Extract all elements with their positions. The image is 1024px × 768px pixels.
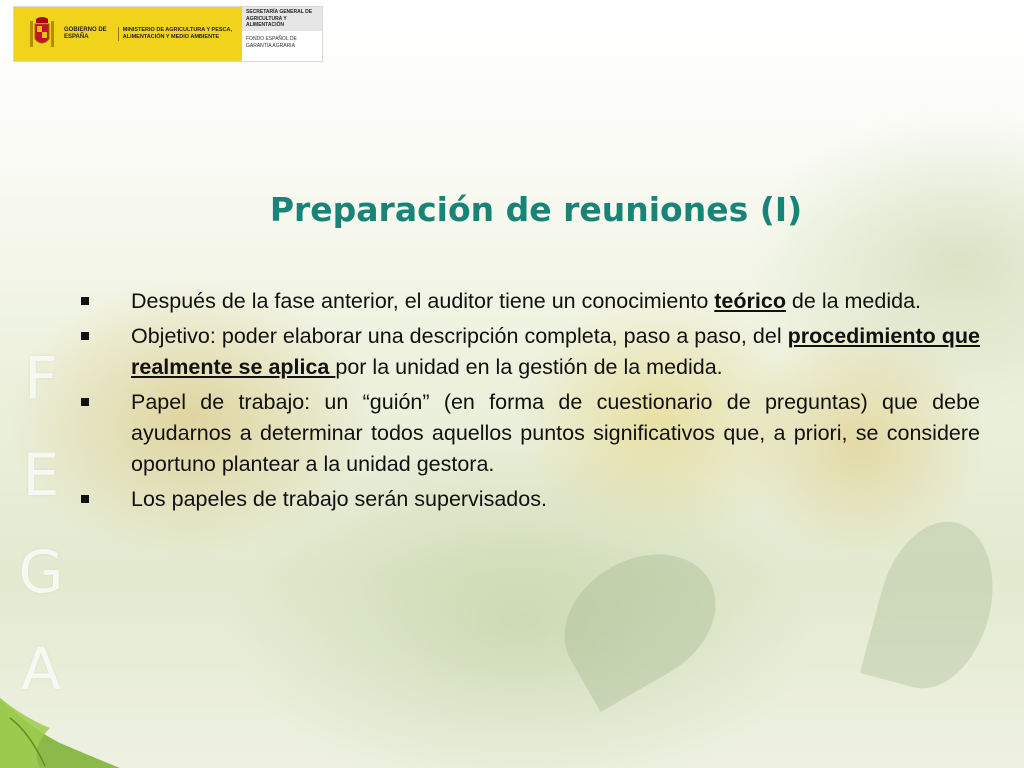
bullet-item [78,484,980,515]
square-bullet-icon [81,332,89,340]
bullet-item [78,286,980,317]
fega-letter: A [21,635,61,703]
page-curl-icon [0,688,120,768]
fega-vertical-logo [6,330,76,718]
square-bullet-icon [81,495,89,503]
bullet-emphasis: procedimiento que realmente se aplica [131,324,980,379]
bullet-text: por la unidad en la gestión de la medida. [335,355,723,379]
bullet-item [78,387,980,480]
background-leaf [541,528,740,712]
bullet-text: de la medida. [785,289,922,313]
fega-letter: E [22,441,60,509]
fega-letter: F [24,344,58,412]
background-leaf [860,509,1010,702]
government-logo-strip [13,6,323,62]
secretaria-text: SECRETARÍA GENERAL DE AGRICULTURA Y ALIMENTACIÓN [242,7,322,31]
slide-title [0,190,1024,229]
square-bullet-icon [81,297,89,305]
bullet-text: Objetivo: poder elaborar una descripción completa, paso a paso, del [131,324,788,348]
square-bullet-icon [81,398,89,406]
gobierno-logo [14,7,242,61]
bullet-list [78,286,980,519]
fega-logo-box [242,7,322,61]
bullet-text: Papel de trabajo: un “guión” (en forma de cuestionario de preguntas) que debe ayudarnos a determinar todos aquellos puntos significativos que, a priori, se considere oportuno plantear a la unidad gestora. [131,390,980,476]
fondo-text: FONDO ESPAÑOL DE GARANTÍA AGRARIA [246,36,297,49]
bullet-text: Después de la fase anterior, el auditor tiene un conocimiento [131,289,715,313]
slide-title-text: Preparación de reuniones (I) [269,190,803,229]
bullet-emphasis: teórico [714,289,786,313]
bullet-item [78,321,980,383]
ministry-text: MINISTERIO DE AGRICULTURA Y PESCA, ALIMENTACIÓN Y MEDIO AMBIENTE [118,27,242,41]
bullet-text: Los papeles de trabajo serán supervisados. [131,487,547,511]
coat-of-arms-icon [28,15,56,53]
gobierno-text: GOBIERNO DE ESPAÑA [64,27,107,40]
fega-letter: G [18,538,64,606]
